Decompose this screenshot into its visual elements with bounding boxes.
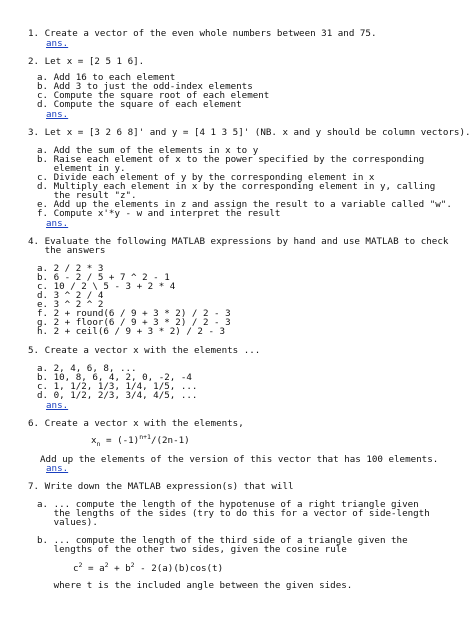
q6-formula: $x_n = (-1)^{n+1}/(2n-1)$ [91,432,190,448]
q3-item-d-cont: the result "z". [37,190,137,201]
q3-answer-link[interactable]: ans. [46,218,69,229]
q4-item-c: c. 10 / 2 \ 5 - 3 + 2 * 4 [37,281,176,292]
q2-item-d: d. Compute the square of each element [37,99,242,110]
q2-item-a: a. Add 16 to each element [37,72,176,83]
question-4-cont: the answers [28,245,106,256]
q7-item-a-cont2: values). [37,517,98,528]
q4-item-h: h. 2 + ceil(6 / 9 + 3 * 2) / 2 - 3 [37,326,226,337]
q2-item-b: b. Add 3 to just the odd-index elements [37,81,253,92]
q3-item-b-cont: element in y. [37,163,126,174]
q6-answer-link[interactable]: ans. [46,463,69,474]
q5-item-d: d. 0, 1/2, 2/3, 3/4, 4/5, ... [37,390,198,401]
q5-answer-link[interactable]: ans. [46,400,69,411]
q1-answer-link[interactable]: ans. [46,38,69,49]
q4-item-a: a. 2 / 2 * 3 [37,263,104,274]
question-1: 1. Create a vector of the even whole numbers between 31 and 75. [28,28,377,39]
question-5: 5. Create a vector x with the elements ... [28,345,261,356]
q7-item-a-cont: the lengths of the sides (try to do this for a vector of side-length [37,508,430,519]
q2-item-c: c. Compute the square root of each element [37,90,270,101]
question-3: 3. Let x = [3 2 6 8]' and y = [4 1 3 5]' (NB. x and y should be column vectors). [28,127,471,138]
q4-item-b: b. 6 - 2 / 5 + 7 ^ 2 - 1 [37,272,170,283]
q3-item-d: d. Multiply each element in x by the corresponding element in y, calling [37,181,436,192]
q7-cosine-formula: $c^2 = a^2 + b^2 - 2(a)(b)\cos(t)$ [73,560,224,574]
q5-item-c: c. 1, 1/2, 1/3, 1/4, 1/5, ... [37,381,198,392]
q3-item-b: b. Raise each element of x to the power specified by the corresponding [37,154,425,165]
q4-item-g: g. 2 + floor(6 / 9 + 3 * 2) / 2 - 3 [37,317,231,328]
question-2: 2. Let x = [2 5 1 6]. [28,56,145,67]
q4-item-e: e. 3 ^ 2 ^ 2 [37,299,104,310]
q7-item-a: a. ... compute the length of the hypotenuse of a right triangle given [37,499,419,510]
question-7: 7. Write down the MATLAB expression(s) that will [28,481,294,492]
q7-item-b-note: where t is the included angle between the given sides. [37,580,353,591]
q5-item-a: a. 2, 4, 6, 8, ... [37,363,137,374]
q2-answer-link[interactable]: ans. [46,109,69,120]
q7-item-b-cont: lengths of the other two sides, given the cosine rule [37,544,347,555]
q3-item-f: f. Compute x'*y - w and interpret the result [37,208,281,219]
question-4: 4. Evaluate the following MATLAB expressions by hand and use MATLAB to check [28,236,449,247]
question-6: 6. Create a vector x with the elements, [28,418,244,429]
q3-item-c: c. Divide each element of y by the corresponding element in x [37,172,375,183]
q4-item-f: f. 2 + round(6 / 9 + 3 * 2) / 2 - 3 [37,308,231,319]
q6-instruction: Add up the elements of the version of this vector that has 100 elements. [40,454,439,465]
q7-item-b: b. ... compute the length of the third side of a triangle given the [37,535,408,546]
q3-item-e: e. Add up the elements in z and assign the result to a variable called "w". [37,199,452,210]
q5-item-b: b. 10, 8, 6, 4, 2, 0, -2, -4 [37,372,192,383]
q3-item-a: a. Add the sum of the elements in x to y [37,145,259,156]
q4-item-d: d. 3 ^ 2 / 4 [37,290,104,301]
